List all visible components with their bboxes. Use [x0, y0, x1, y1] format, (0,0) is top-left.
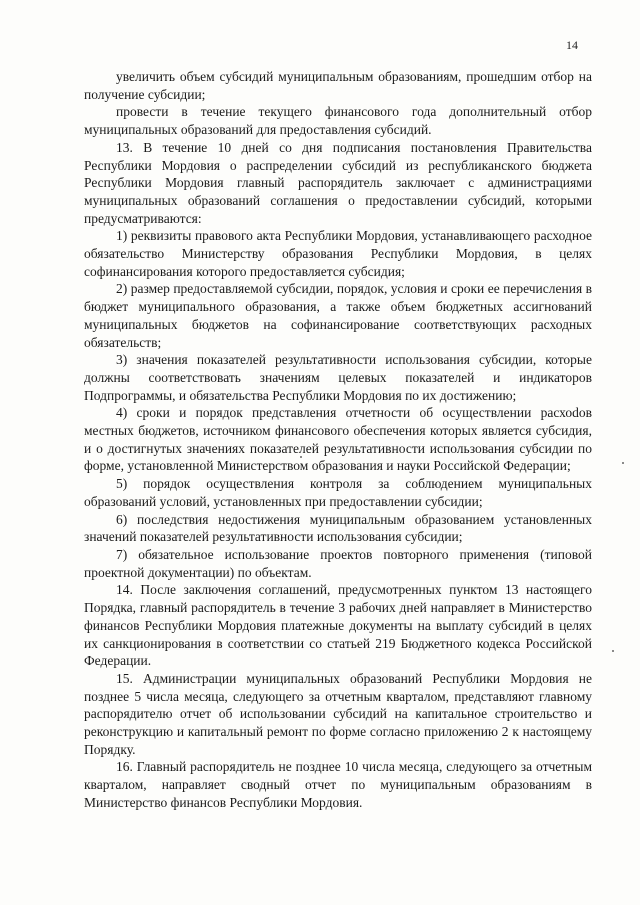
paragraph-13-item-4: 4) сроки и порядок представления отчетности об осуществлении расхоdов местных бюджетов, источником финансового обеспечения которых является субсидия, и о достигнутых значениях показателей результативности использования субсидии по форме, установленной Министерством образования и науки Российской Федерации; — [84, 405, 592, 474]
paragraph-13-item-6: 6) последствия недостижения муниципальным образованием установленных значений показателей результативности использования субсидии; — [84, 511, 592, 545]
scan-speck — [622, 462, 624, 464]
scan-speck — [300, 456, 302, 458]
document-body — [84, 68, 592, 812]
paragraph-16: 16. Главный распорядитель не позднее 10 числа месяца, следующего за отчетным кварталом, направляет сводный отчет по муниципальным образованиям в Министерство финансов Республики Мордовия. — [84, 759, 592, 810]
paragraph-13-item-7: 7) обязательное использование проектов повторного применения (типовой проектной документации) по объектам. — [84, 546, 592, 580]
paragraph-15: 15. Администрации муниципальных образований Республики Мордовия не позднее 5 числа месяца, следующего за отчетным кварталом, представляют главному распорядителю отчет об использовании субсидий на капитальное строительство и реконструкцию и капитальный ремонт по форме согласно приложению 2 к настоящему Порядку. — [84, 670, 592, 757]
paragraph-13-item-1: 1) реквизиты правового акта Республики Мордовия, устанавливающего расходное обязательство Министерству образования Республики Мордовия, в целях софинансирования которого предоставляется субсидия; — [84, 228, 592, 279]
paragraph-13-item-3: 3) значения показателей результативности использования субсидии, которые должны соответствовать значениям целевых показателей и индикаторов Подпрограммы, и обязательства Республики Мордовия по их достижению; — [84, 352, 592, 403]
paragraph-13-item-5: 5) порядок осуществления контроля за соблюдением муниципальных образований условий, установленных при предоставлении субсидии; — [84, 476, 592, 509]
scan-speck — [612, 650, 614, 652]
paragraph-increase-subsidies: увеличить объем субсидий муниципальным образованиям, прошедшим отбор на получение субсидии; — [84, 69, 592, 102]
page-number: 14 — [566, 38, 578, 52]
paragraph-14: 14. После заключения соглашений, предусмотренных пунктом 13 настоящего Порядка, главный распорядитель в течение 3 рабочих дней направляет в Министерство финансов Республики Мордовия платежные документы на выплату субсидий в целях их санкционирования в соответствии со статьей 219 Бюджетного кодекса Российской Федерации. — [84, 582, 592, 669]
paragraph-additional-selection: провести в течение текущего финансового года дополнительный отбор муниципальных образований для предоставления субсидий. — [84, 104, 592, 138]
paragraph-13-item-2: 2) размер предоставляемой субсидии, порядок, условия и сроки ее перечисления в бюджет муниципального образования, а также объем бюджетных ассигнований муниципальных бюджетов на софинансирование соответствующих расходных обязательств; — [84, 281, 592, 350]
paragraph-13: 13. В течение 10 дней со дня подписания постановления Правительства Республики Мордовия о распределении субсидий из республиканского бюджета Республики Мордовия главный распорядитель заключает с администрациями муниципальных образований соглашения о предоставлении субсидий, которыми предусматриваются: — [84, 139, 592, 226]
